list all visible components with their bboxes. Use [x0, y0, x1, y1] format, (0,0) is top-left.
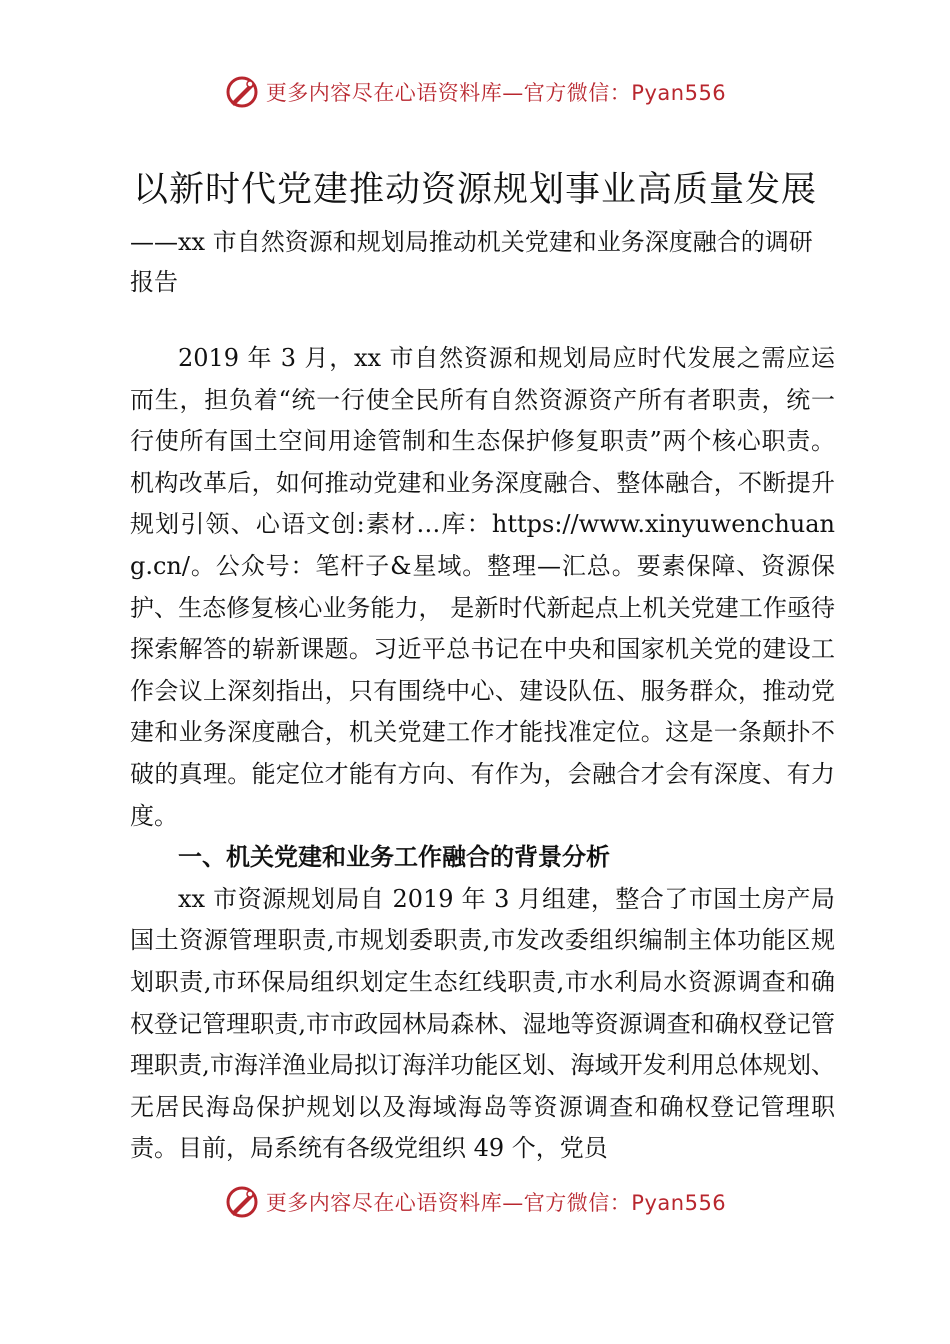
document-subtitle: ——xx 市自然资源和规划局推动机关党建和业务深度融合的调研报告 — [130, 228, 813, 296]
document-body — [130, 338, 835, 1170]
watermark-text: 更多内容尽在心语资料库—官方微信：Pyan556 — [265, 1191, 727, 1215]
pen-circle-logo-icon — [224, 74, 260, 110]
header-watermark-banner — [0, 70, 950, 114]
watermark-text: 更多内容尽在心语资料库—官方微信：Pyan556 — [265, 81, 727, 105]
document-title: 以新时代党建推动资源规划事业高质量发展 — [132, 170, 817, 210]
paragraph-background: xx 市资源规划局自 2019 年 3 月组建，整合了市国土房产局国土资源管理职责,市规划委职责,市发改委组织编制主体功能区规划职责,市环保局组织划定生态红线职责,市水利局水资源调查和确权登记管理职责,市市政园林局森林、湿地等资源调查和确权登记管理职责,市海洋渔业局拟订海洋功能区划、海域开发利用总体规划、无居民海岛保护规划以及海域海岛等资源调查和确权登记管理职责。目前，局系统有各级党组织 49 个，党员 — [130, 884, 835, 1163]
paragraph-intro: 2019 年 3 月，xx 市自然资源和规划局应时代发展之需应运而生，担负着“统一行使全民所有自然资源资产所有者职责，统一行使所有国土空间用途管制和生态保护修复职责”两个核心职责。机构改革后，如何推动党建和业务深度融合、整体融合，不断提升规划引领、心语文创:素材…库：https://www.xinyuwenchuang.cn/。公众号：笔杆子&星域。整理—汇总。要素保障、资源保护、生态修复核心业务能力， 是新时代新起点上机关党建工作亟待探索解答的崭新课题。习近平总书记在中央和国家机关党的建设工作会议上深刻指出，只有围绕中心、建设队伍、服务群众，推动党建和业务深度融合，机关党建工作才能找准定位。这是一条颠扑不破的真理。能定位才能有方向、有作为，会融合才会有深度、有力度。 — [130, 344, 835, 830]
footer-watermark-banner — [0, 1180, 950, 1224]
pen-circle-logo-icon — [224, 1184, 260, 1220]
section-heading-1: 一、机关党建和业务工作融合的背景分析 — [178, 843, 610, 872]
